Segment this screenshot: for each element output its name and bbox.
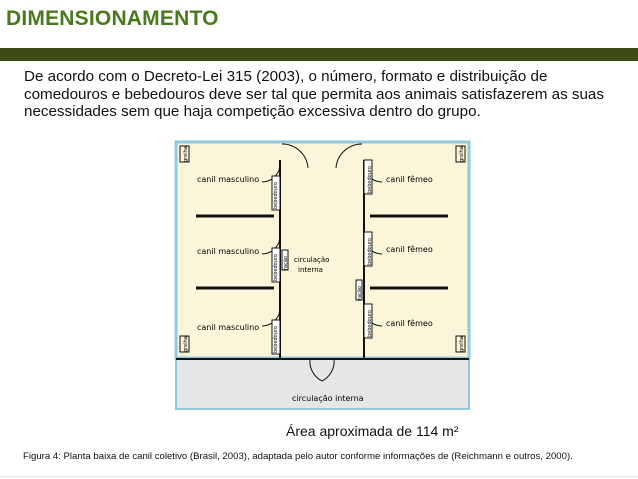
- body-paragraph: De acordo com o Decreto-Lei 315 (2003), o número, formato e distribuição de comedouros e bebedouros deve ser tal que permita aos animais satisfazerem as suas necessidades sem que haja competição excessiva dentro do grupo.: [24, 68, 604, 120]
- pen-label-left-2: canil masculino: [197, 247, 260, 256]
- corner-label: grelha: [459, 146, 465, 162]
- title-divider-bar: [0, 48, 638, 61]
- feeder-label: bebedouro: [367, 166, 373, 193]
- floor-plan: [174, 140, 471, 411]
- pen-label-right-2: canil fêmeo: [386, 319, 433, 328]
- area-label: Área aproximada de 114 m²: [286, 423, 459, 439]
- pen-label-right-2: canil fêmeo: [386, 245, 433, 254]
- feeder-label: bebedouro: [273, 182, 279, 209]
- corner-label: grelha: [459, 336, 465, 352]
- pen-label-right-1: canil fêmeo: [386, 175, 433, 184]
- feeder-label: bebedouro: [273, 254, 279, 281]
- feeder-label: bebedouro: [367, 310, 373, 337]
- corner-label: grelha: [183, 146, 189, 162]
- pen-label-left-1: canil masculino: [197, 175, 260, 184]
- corridor-label: circulação: [294, 256, 330, 264]
- feeder-label: bebedouro: [273, 326, 279, 353]
- corner-label: grelha: [183, 336, 189, 352]
- feeder-label: bebedouro: [367, 238, 373, 265]
- footer-divider: [0, 476, 638, 477]
- figure-caption: Figura 4: Planta baixa de canil coletivo (Brasil, 2003), adaptada pelo autor conforme informações de (Reichmann e outros, 2000).: [23, 451, 573, 462]
- slide-title: DIMENSIONAMENTO: [6, 7, 219, 30]
- trough-label: ração: [357, 286, 363, 300]
- bottom-corridor-label: circulação interna: [292, 394, 364, 403]
- trough-label: ração: [283, 256, 289, 270]
- pen-label-left-3: canil masculino: [197, 323, 260, 332]
- corridor-label: interna: [298, 266, 323, 274]
